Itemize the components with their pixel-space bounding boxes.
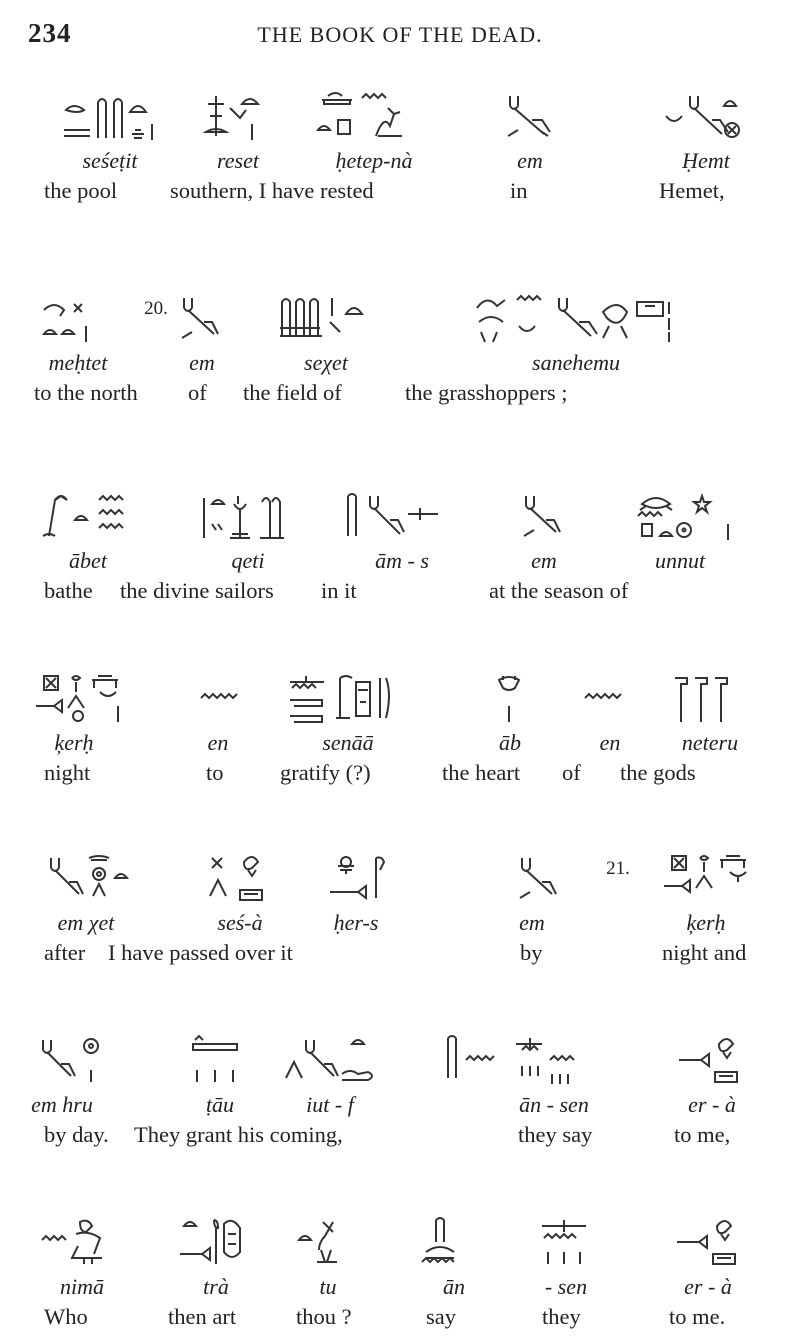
hieroglyph-group — [197, 672, 243, 724]
translation-text: I have passed over it — [108, 940, 293, 965]
page-header — [28, 18, 772, 58]
transliteration-row — [31, 1092, 756, 1122]
transliteration-row — [44, 548, 756, 578]
translation-text: of — [188, 380, 207, 405]
translation-text: night and — [662, 940, 747, 965]
hieroglyph-row — [44, 484, 756, 548]
translation-text: thou ? — [296, 1304, 352, 1329]
translation-text: the divine sailors — [120, 578, 274, 603]
hieroglyph-row — [44, 846, 756, 910]
transliteration-word: er - à — [684, 1274, 732, 1299]
translation-row — [44, 578, 756, 610]
transliteration-word: - sen — [544, 1274, 588, 1299]
transliteration-word: meḥtet — [48, 350, 108, 375]
transliteration-word: Ḥemt — [682, 148, 730, 173]
translation-text: after — [44, 940, 86, 965]
hieroglyph-row — [44, 1028, 756, 1092]
translation-row — [44, 1122, 756, 1154]
transliteration-word: sanehemu — [532, 350, 620, 375]
hieroglyph-group — [581, 672, 627, 724]
hieroglyph-group — [32, 672, 128, 724]
hieroglyph-row — [44, 666, 756, 730]
hieroglyph-group — [40, 292, 96, 344]
transliteration-word: em — [517, 148, 543, 173]
translation-text: night — [44, 760, 91, 785]
hieroglyph-group — [673, 1216, 743, 1268]
hieroglyph-group — [176, 292, 224, 344]
transliteration-row — [44, 350, 756, 380]
translation-text: say — [426, 1304, 456, 1329]
translation-text: the heart — [442, 760, 521, 785]
transliteration-word: em — [531, 548, 557, 573]
hieroglyph-group — [187, 1034, 253, 1086]
hieroglyph-group — [198, 490, 290, 542]
transliteration-word: trà — [203, 1274, 229, 1299]
hieroglyph-group — [176, 1216, 248, 1268]
text-line-2 — [34, 286, 756, 412]
translation-text: in — [510, 178, 528, 203]
text-line-4 — [44, 666, 756, 792]
hieroglyph-group — [37, 490, 147, 542]
transliteration-word: en — [599, 730, 621, 755]
text-line-7 — [44, 1210, 756, 1336]
line-number: 20. — [144, 298, 168, 319]
transliteration-word: tu — [319, 1274, 337, 1299]
translation-text: then art — [168, 1304, 237, 1329]
hieroglyph-row — [44, 286, 756, 350]
transliteration-word: seś-à — [217, 910, 263, 935]
transliteration-word: ān — [443, 1274, 465, 1299]
transliteration-word: seśeṭit — [82, 148, 138, 173]
transliteration-word: en — [207, 730, 229, 755]
hieroglyph-group — [204, 852, 272, 904]
hieroglyph-row — [44, 1210, 756, 1274]
hieroglyph-group — [342, 490, 442, 542]
hieroglyph-group — [276, 292, 376, 344]
hieroglyph-group — [442, 1034, 582, 1086]
hieroglyph-group — [502, 90, 558, 142]
transliteration-word: er - à — [688, 1092, 736, 1117]
transliteration-word: em — [519, 910, 545, 935]
hieroglyph-group — [662, 90, 746, 142]
hieroglyph-group — [536, 1216, 592, 1268]
translation-text: to me, — [674, 1122, 731, 1147]
translation-text: the grasshoppers ; — [405, 380, 568, 405]
transliteration-row — [44, 148, 756, 178]
translation-row — [44, 178, 756, 210]
hieroglyph-group — [202, 90, 270, 142]
text-line-5 — [44, 846, 756, 972]
translation-text: of — [562, 760, 581, 785]
hieroglyph-group — [60, 90, 160, 142]
translation-text: the gods — [620, 760, 696, 785]
hieroglyph-group — [675, 1034, 745, 1086]
translation-text: gratify (?) — [280, 760, 371, 785]
transliteration-word: neteru — [681, 730, 739, 755]
text-line-6 — [31, 1028, 756, 1154]
transliteration-word: ķerḥ — [686, 910, 726, 935]
transliteration-word: em χet — [57, 910, 115, 935]
hieroglyph-group — [660, 852, 756, 904]
transliteration-row — [44, 910, 756, 940]
transliteration-word: seχet — [304, 350, 348, 375]
line-number: 21. — [606, 858, 630, 879]
hieroglyph-group — [514, 852, 562, 904]
translation-text: southern, I have rested — [170, 178, 374, 203]
translation-text: by day. — [44, 1122, 109, 1147]
transliteration-word: em — [189, 350, 215, 375]
translation-text: the pool — [44, 178, 118, 203]
transliteration-word: qeti — [231, 548, 265, 573]
running-head: THE BOOK OF THE DEAD. — [257, 22, 543, 47]
translation-text: to — [206, 760, 224, 785]
transliteration-row — [44, 1274, 756, 1304]
page-number: 234 — [28, 18, 72, 48]
hieroglyph-group — [618, 490, 738, 542]
translation-text: to me. — [669, 1304, 726, 1329]
translation-text: They grant his coming, — [134, 1122, 343, 1147]
hieroglyph-row — [44, 84, 756, 148]
transliteration-word: ḥetep-nà — [335, 148, 413, 173]
transliteration-word: ābet — [69, 548, 107, 573]
hieroglyph-group — [469, 292, 679, 344]
hieroglyph-group — [493, 672, 527, 724]
translation-row — [34, 380, 756, 412]
hieroglyph-group — [293, 1216, 351, 1268]
text-line-3 — [44, 484, 756, 610]
transliteration-word: reset — [217, 148, 259, 173]
text-line-1 — [44, 84, 756, 210]
translation-text: the field of — [243, 380, 342, 405]
transliteration-word: unnut — [654, 548, 706, 573]
translation-text: at the season of — [489, 578, 629, 603]
hieroglyph-group — [669, 672, 739, 724]
transliteration-word: senāā — [322, 730, 374, 755]
hieroglyph-group — [284, 672, 404, 724]
hieroglyph-group — [43, 852, 137, 904]
transliteration-word: ķerḥ — [54, 730, 94, 755]
translation-row — [44, 1304, 756, 1336]
translation-row — [44, 940, 756, 972]
translation-row — [44, 760, 756, 792]
translation-text: bathe — [44, 578, 93, 603]
transliteration-row — [44, 730, 756, 760]
translation-text: in it — [321, 578, 357, 603]
transliteration-word: ṭāu — [205, 1092, 235, 1117]
translation-text: they — [542, 1304, 581, 1329]
transliteration-word: iut - f — [306, 1092, 354, 1117]
hieroglyph-group — [416, 1216, 464, 1268]
hieroglyph-group — [326, 852, 390, 904]
translation-text: to the north — [34, 380, 138, 405]
transliteration-word: ān - sen — [519, 1092, 589, 1117]
hieroglyph-group — [314, 90, 434, 142]
translation-text: they say — [518, 1122, 593, 1147]
translation-text: Who — [44, 1304, 88, 1329]
transliteration-word: ām - s — [375, 548, 429, 573]
transliteration-word: nimā — [60, 1274, 104, 1299]
translation-text: by — [520, 940, 543, 965]
translation-text: Hemet, — [659, 178, 725, 203]
transliteration-word: āb — [499, 730, 521, 755]
hieroglyph-group — [35, 1034, 105, 1086]
transliteration-word: ḥer-s — [333, 910, 379, 935]
hieroglyph-group — [280, 1034, 380, 1086]
transliteration-word: em hru — [31, 1092, 93, 1117]
hieroglyph-group — [518, 490, 566, 542]
hieroglyph-group — [40, 1216, 120, 1268]
